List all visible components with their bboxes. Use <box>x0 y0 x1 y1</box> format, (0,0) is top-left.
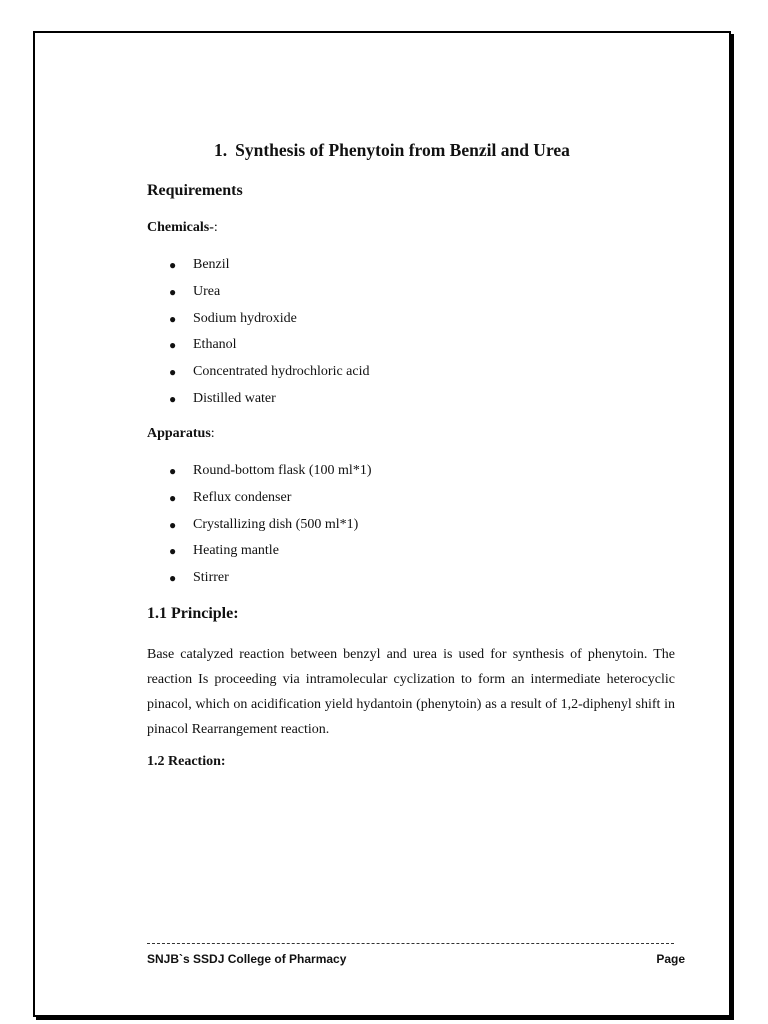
page-title <box>214 140 570 161</box>
apparatus-label-text: Apparatus <box>147 426 211 441</box>
bullet-icon: ● <box>169 544 177 559</box>
chemicals-list <box>147 255 369 416</box>
footer-college-name: SNJB`s SSDJ College of Pharmacy <box>147 952 347 966</box>
list-item-text: Crystallizing dish (500 ml*1) <box>193 516 359 532</box>
footer-divider <box>147 943 674 944</box>
bullet-icon: ● <box>169 258 177 272</box>
list-item-text: Benzil <box>193 257 230 272</box>
list-item <box>147 461 372 488</box>
bullet-icon: ● <box>169 284 177 299</box>
list-item <box>147 309 369 336</box>
list-item-text: Heating mantle <box>193 543 279 559</box>
bullet-icon: ● <box>169 391 177 406</box>
apparatus-label-suffix: : <box>210 426 215 441</box>
bullet-icon: ● <box>169 464 177 478</box>
list-item-text: Sodium hydroxide <box>193 310 297 326</box>
list-item <box>147 488 372 515</box>
principle-heading: 1.1 Principle: <box>147 605 239 622</box>
list-item <box>147 541 372 568</box>
list-item-text: Round-bottom flask (100 ml*1) <box>193 463 372 478</box>
chemicals-label-text: Chemicals- <box>147 220 214 235</box>
list-item <box>147 335 369 362</box>
bullet-icon: ● <box>169 338 177 353</box>
bullet-icon: ● <box>169 571 177 586</box>
list-item-text: Concentrated hydrochloric acid <box>193 364 370 380</box>
title-number: 1. <box>214 140 228 160</box>
chemicals-label <box>147 220 218 236</box>
apparatus-list <box>147 461 372 595</box>
list-item-text: Stirrer <box>193 570 229 586</box>
bullet-icon: ● <box>169 517 177 532</box>
principle-paragraph: Base catalyzed reaction between benzyl and urea is used for synthesis of phenytoin. The reaction Is proceeding via intramolecular cyclization to form an intermediate heterocyclic pinacol, which on acidification yield hydantoin (phenytoin) as a result of 1,2-diphenyl shift in pinacol Rearrangement reaction. <box>147 647 675 737</box>
list-item <box>147 282 369 309</box>
requirements-heading: Requirements <box>147 182 243 199</box>
list-item-text: Distilled water <box>193 390 276 406</box>
footer-page-label: Page <box>656 952 685 966</box>
reaction-heading: 1.2 Reaction: <box>147 754 226 769</box>
list-item <box>147 255 369 282</box>
list-item-text: Reflux condenser <box>193 489 292 505</box>
apparatus-label <box>147 426 215 442</box>
bullet-icon: ● <box>169 311 177 326</box>
list-item <box>147 568 372 595</box>
list-item <box>147 515 372 542</box>
list-item-text: Ethanol <box>193 337 237 353</box>
list-item <box>147 389 369 416</box>
list-item <box>147 362 369 389</box>
list-item-text: Urea <box>193 283 221 299</box>
page-border <box>33 31 731 1017</box>
title-text: Synthesis of Phenytoin from Benzil and Urea <box>235 140 570 160</box>
chemicals-label-suffix: : <box>213 220 218 235</box>
bullet-icon: ● <box>169 365 177 380</box>
bullet-icon: ● <box>169 490 177 505</box>
